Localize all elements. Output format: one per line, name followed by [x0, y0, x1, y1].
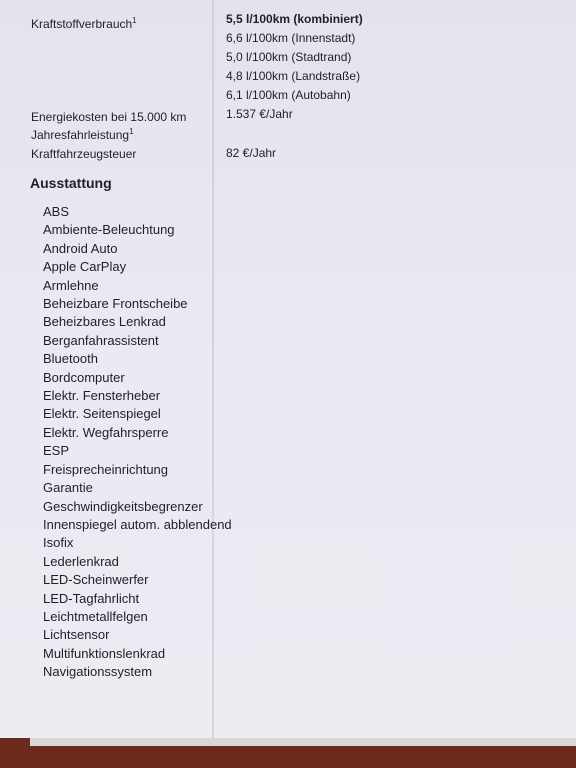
- equipment-list: [43, 203, 232, 682]
- list-item: Multifunktionslenkrad: [43, 645, 166, 661]
- equipment-heading: Ausstattung: [30, 175, 112, 191]
- list-item: Leichtmetallfelgen: [43, 608, 148, 624]
- vehicle-tax-label: Kraftfahrzeugsteuer: [31, 147, 137, 161]
- list-item: Elektr. Wegfahrsperre: [43, 424, 169, 440]
- list-item: Isofix: [43, 535, 74, 551]
- list-item: Elektr. Seitenspiegel: [43, 406, 161, 422]
- fuel-value-rural: 4,8 l/100km (Landstraße): [226, 69, 361, 83]
- list-item: Bluetooth: [43, 351, 98, 367]
- energy-cost-label-line2: Jahresfahrleistung$^1$: [31, 127, 134, 142]
- energy-cost-value: 1.537 €/Jahr: [226, 107, 293, 121]
- fuel-value-highway: 6,1 l/100km (Autobahn): [226, 88, 351, 102]
- footnote-marker: 1: [132, 16, 137, 25]
- list-item: Armlehne: [43, 277, 99, 293]
- list-item: LED-Tagfahrlicht: [43, 590, 140, 606]
- list-item: Ambiente-Beleuchtung: [43, 222, 175, 238]
- list-item: Android Auto: [43, 240, 118, 256]
- list-item: ESP: [43, 443, 70, 459]
- list-item: Lichtsensor: [43, 627, 110, 643]
- fuel-value-combined: 5,5 l/100km (kombiniert): [226, 12, 363, 26]
- fuel-value-city: 6,6 l/100km (Innenstadt): [226, 31, 356, 45]
- footnote-marker: 1: [129, 127, 134, 136]
- list-item: ABS: [43, 204, 70, 219]
- list-item: Apple CarPlay: [43, 259, 127, 275]
- list-item: Elektr. Fensterheber: [43, 388, 161, 404]
- vehicle-tax-value: 82 €/Jahr: [226, 146, 277, 160]
- list-item: Lederlenkrad: [43, 553, 119, 569]
- energy-cost-label-line1: Energiekosten bei 15.000 km: [31, 110, 187, 124]
- list-item: Freisprecheinrichtung: [43, 461, 169, 477]
- fuel-value-suburban: 5,0 l/100km (Stadtrand): [226, 50, 352, 64]
- list-item: Geschwindigkeitsbegrenzer: [43, 498, 203, 514]
- list-item: Innenspiegel autom. abblendend: [43, 516, 232, 532]
- list-item: Beheizbares Lenkrad: [43, 314, 166, 330]
- fuel-consumption-label: Kraftstoffverbrauch$^1$: [31, 16, 137, 31]
- list-item: Bordcomputer: [43, 369, 125, 385]
- list-item: Beheizbare Frontscheibe: [43, 296, 188, 312]
- list-item: Berganfahrassistent: [43, 332, 159, 348]
- list-item: Navigationssystem: [43, 664, 153, 680]
- list-item: Garantie: [43, 480, 93, 496]
- list-item: LED-Scheinwerfer: [43, 572, 149, 588]
